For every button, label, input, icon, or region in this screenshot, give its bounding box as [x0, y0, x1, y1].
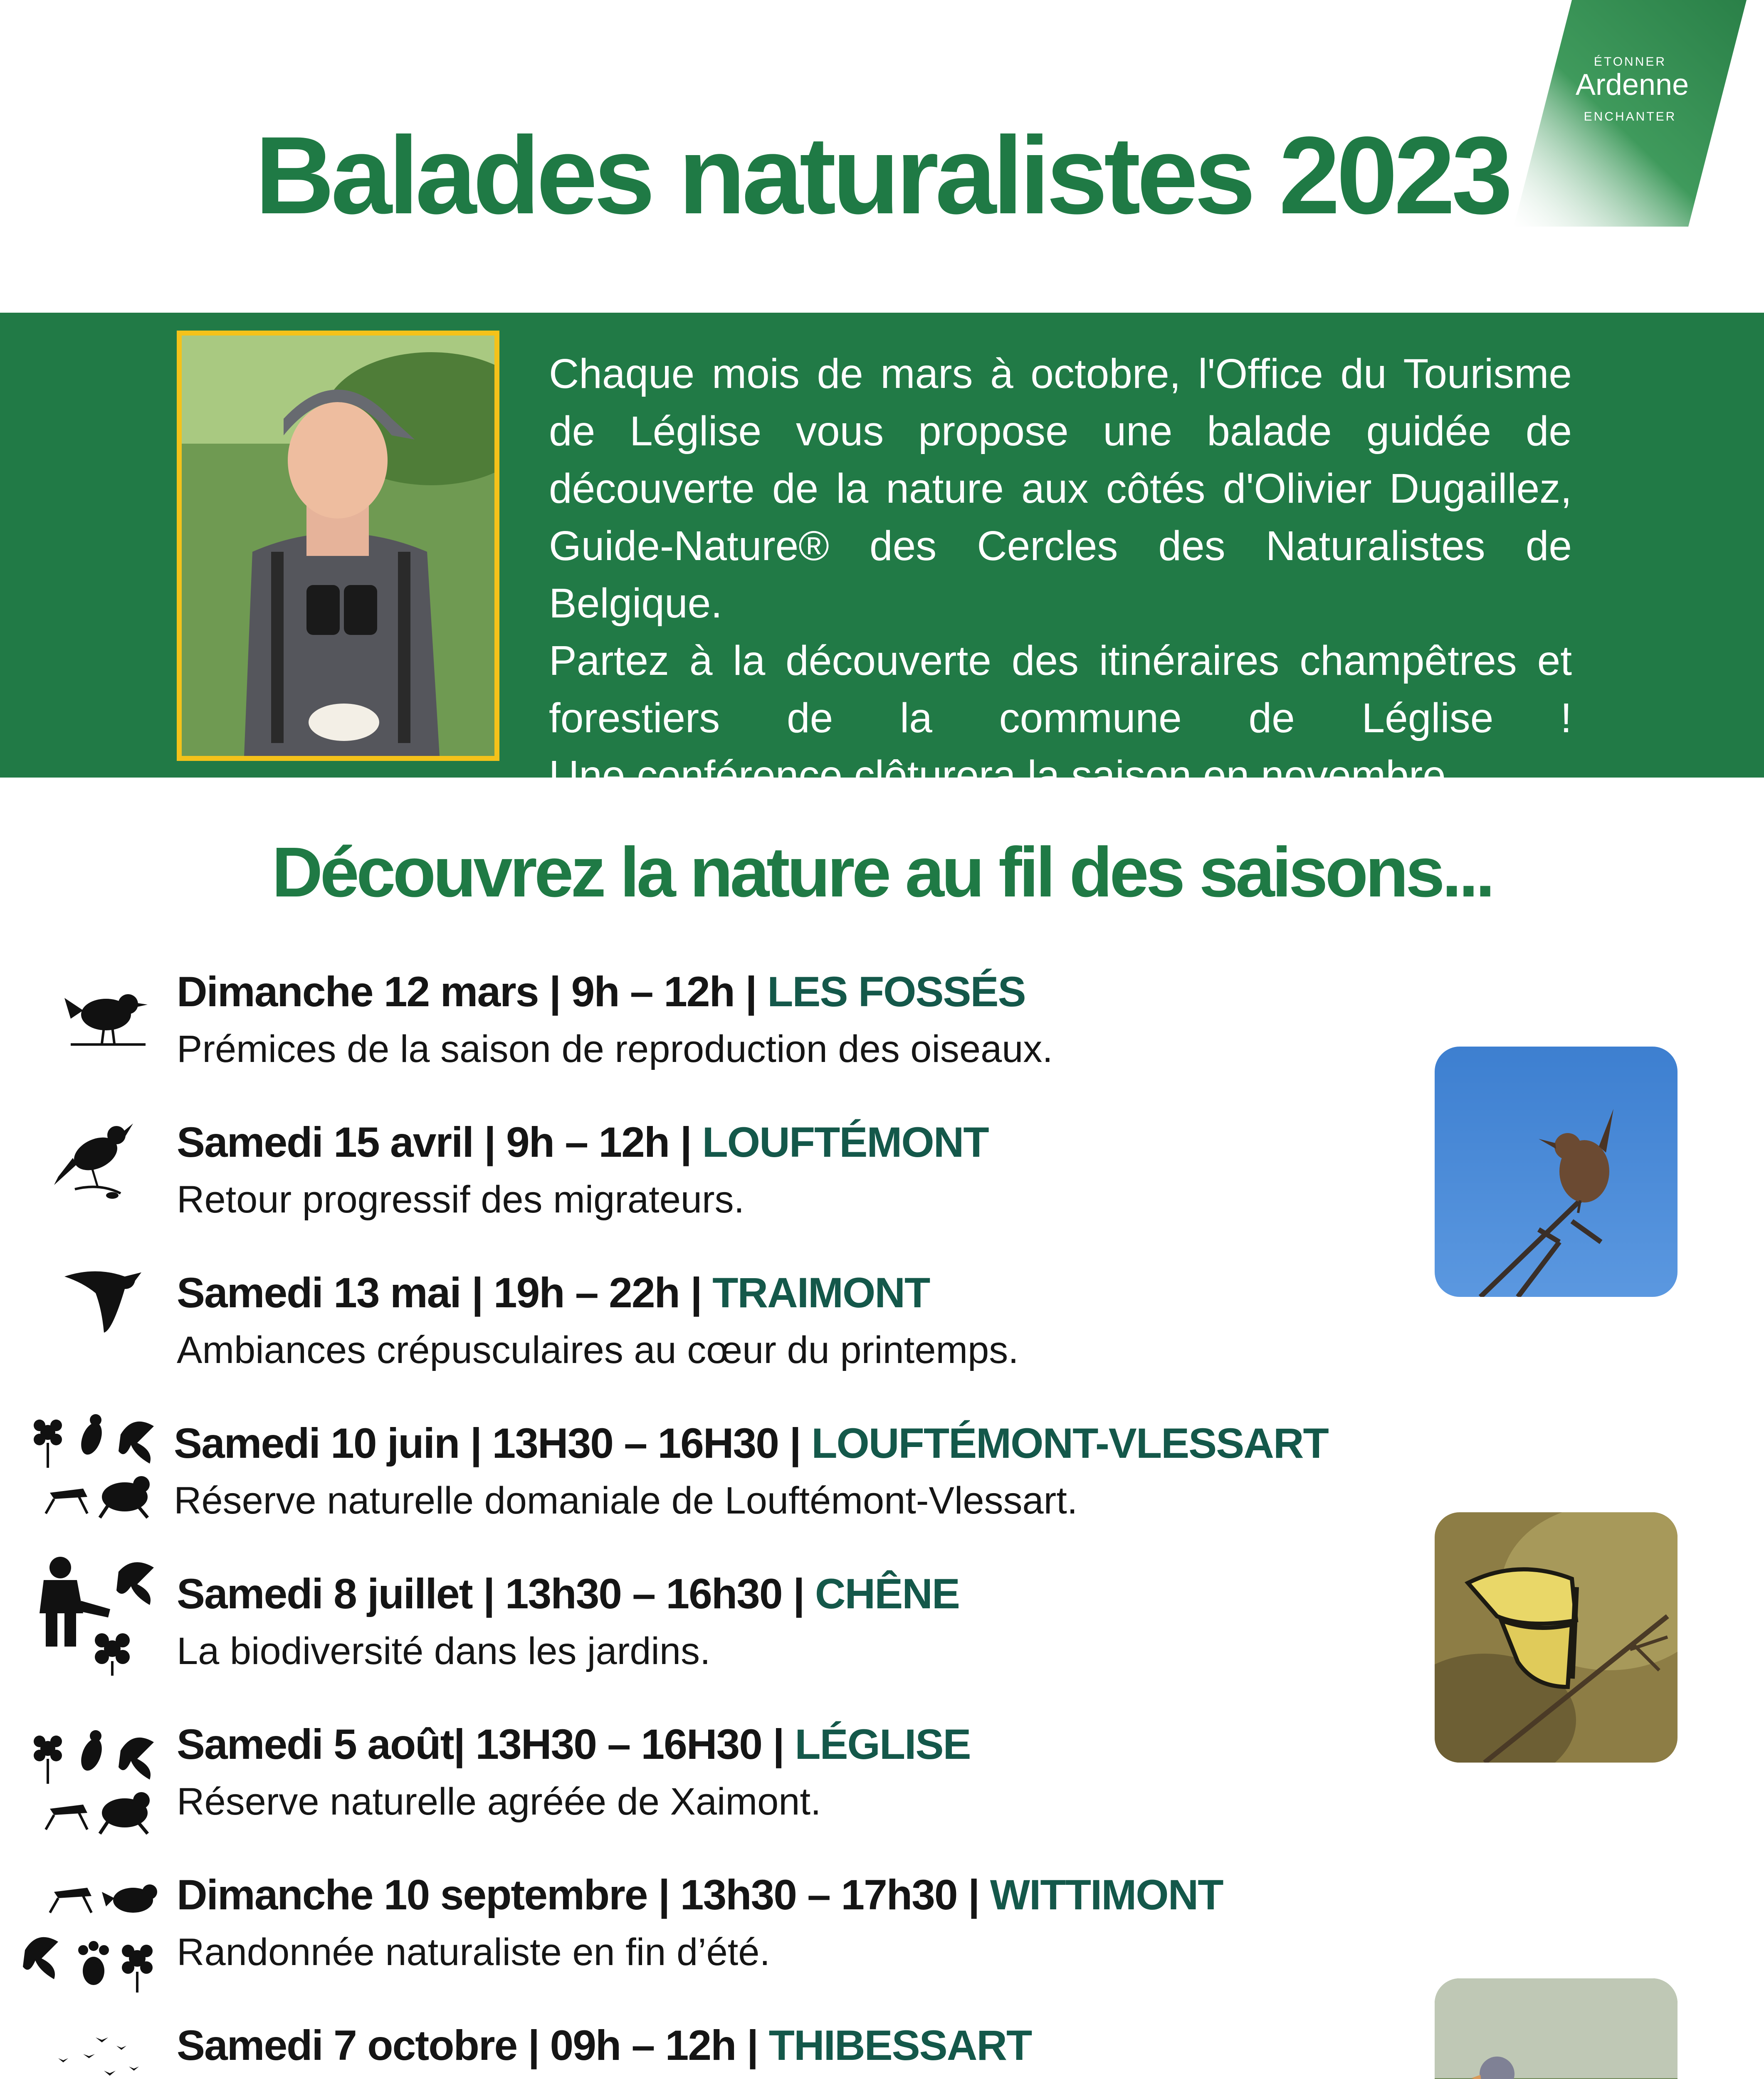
- event-description: Réserve naturelle domaniale de Louftémont-Vlessart.: [174, 1479, 1078, 1522]
- singing-bird-icon: [50, 1114, 133, 1202]
- event-item: [177, 1717, 1424, 1829]
- event-header: [177, 1115, 1424, 1169]
- wildlife-group-icon: [29, 1726, 158, 1838]
- event-item: [177, 1567, 1424, 1678]
- event-date-time: Samedi 7 octobre | 09h – 12h |: [177, 2022, 758, 2069]
- event-description: [177, 2076, 1424, 2079]
- event-date-time: Samedi 5 août| 13H30 – 16H30 |: [177, 1721, 784, 1768]
- bird-flock-icon: [33, 2029, 146, 2079]
- intro-paragraph: Partez à la découverte des itinéraires champêtres et forestiers de la commune de Léglise !: [549, 637, 1572, 741]
- event-item: [177, 1868, 1424, 1979]
- butterfly-photo: [1435, 1512, 1678, 1763]
- wood-pigeon-photo: [1435, 1978, 1678, 2079]
- wren-photo: [1435, 1047, 1678, 1297]
- event-place: THIBESSART: [768, 2022, 1032, 2069]
- guide-portrait-photo: [177, 331, 499, 761]
- event-place: LÉGLISE: [795, 1721, 971, 1768]
- intro-text: [549, 345, 1572, 804]
- event-header: [177, 965, 1424, 1019]
- event-header: [174, 1416, 1421, 1470]
- event-header: [177, 2018, 1424, 2072]
- event-date-time: Dimanche 12 mars | 9h – 12h |: [177, 968, 756, 1015]
- event-date-time: Samedi 10 juin | 13H30 – 16H30 |: [174, 1420, 800, 1467]
- badge-brand-text: Ardenne: [1575, 68, 1689, 101]
- wildlife-mix-icon: [21, 1875, 162, 1996]
- event-item: [177, 1115, 1424, 1227]
- event-date-time: Dimanche 10 septembre | 13h30 – 17h30 |: [177, 1871, 979, 1919]
- event-place: LOUFTÉMONT-VLESSART: [811, 1420, 1328, 1467]
- event-item: [177, 1266, 1424, 1377]
- intro-paragraph: Une conférence clôturera la saison en novembre.: [549, 752, 1458, 799]
- flying-bird-icon: [62, 1264, 146, 1335]
- event-header: [177, 1717, 1424, 1771]
- event-item: [174, 1416, 1421, 1528]
- event-description: Ambiances crépusculaires au cœur du printemps.: [177, 1329, 1019, 1371]
- event-description: Prémices de la saison de reproduction des oiseaux.: [177, 1028, 1053, 1070]
- badge-top-text: ÉTONNER: [1594, 55, 1667, 69]
- intro-paragraph: Chaque mois de mars à octobre, l'Office du Tourisme de Léglise vous propose une balade guidée de découverte de la nature aux côtés d'Olivier Dugaillez, Guide-Nature® des Cercles des Naturalistes de Belgique.: [549, 351, 1572, 627]
- wildlife-group-icon: [29, 1410, 158, 1522]
- event-header: [177, 1567, 1424, 1621]
- event-place: WITTIMONT: [990, 1871, 1223, 1919]
- event-header: [177, 1868, 1424, 1922]
- event-place: CHÊNE: [815, 1570, 959, 1617]
- perched-bird-icon: [62, 981, 150, 1056]
- gardener-icon: [31, 1551, 156, 1676]
- event-description: Randonnée naturaliste en fin d’été.: [177, 1931, 771, 1973]
- event-description: La biodiversité dans les jardins.: [177, 1630, 711, 1672]
- event-date-time: Samedi 15 avril | 9h – 12h |: [177, 1119, 692, 1166]
- event-description: Retour progressif des migrateurs.: [177, 1178, 745, 1221]
- event-place: LES FOSSÉS: [767, 968, 1025, 1015]
- section-subtitle: Découvrez la nature au fil des saisons...: [272, 833, 1492, 912]
- event-header: [177, 1266, 1424, 1320]
- ardenne-badge-logo: [1514, 0, 1747, 227]
- event-date-time: Samedi 13 mai | 19h – 22h |: [177, 1269, 702, 1316]
- event-place: TRAIMONT: [712, 1269, 930, 1316]
- event-place: LOUFTÉMONT: [702, 1119, 988, 1166]
- event-date-time: Samedi 8 juillet | 13h30 – 16h30 |: [177, 1570, 804, 1617]
- page-title: Balades naturalistes 2023: [255, 114, 1509, 237]
- event-description: Réserve naturelle agréée de Xaimont.: [177, 1780, 821, 1823]
- event-item: [177, 965, 1424, 1076]
- event-item: [177, 2018, 1424, 2079]
- badge-bottom-text: ENCHANTER: [1584, 110, 1677, 123]
